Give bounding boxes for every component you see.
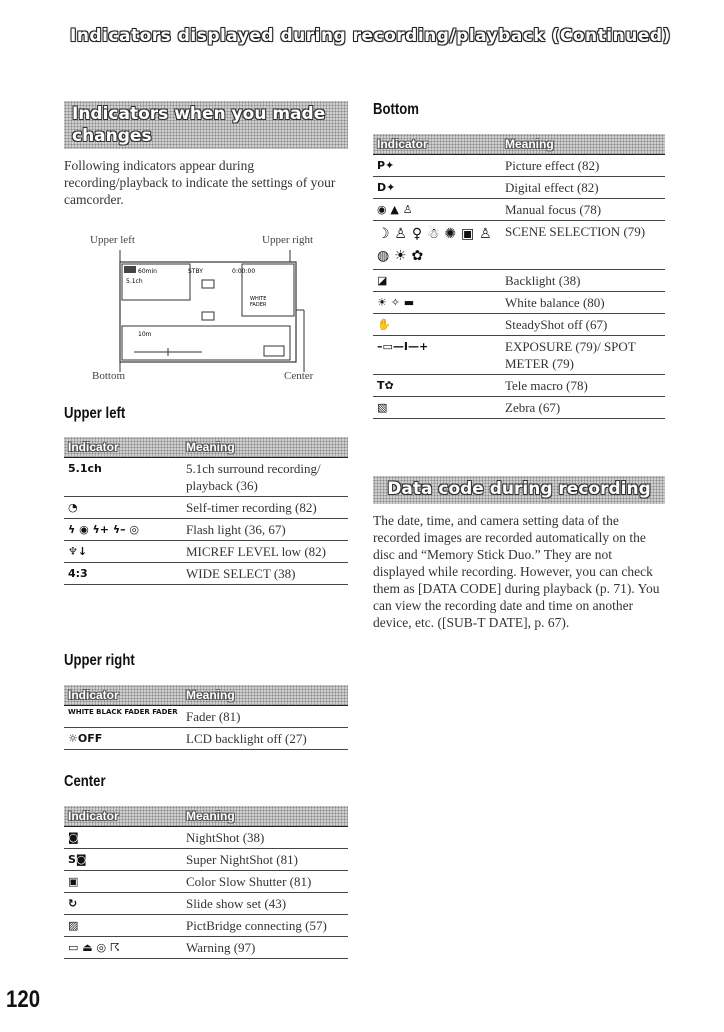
picture-effect-icon: P✦ [373, 155, 501, 177]
white-balance-icon: ☀ ✧ ▬ [373, 292, 501, 314]
meaning-cell: PictBridge connecting (57) [182, 915, 348, 937]
meaning-cell: Flash light (36, 67) [182, 519, 348, 541]
meaning-header: Meaning [182, 437, 348, 458]
zebra-icon: ▧ [373, 397, 501, 419]
table-row [373, 397, 665, 419]
table-row [373, 336, 665, 375]
svg-text:FADER: FADER [250, 302, 267, 308]
svg-text:5.1ch: 5.1ch [126, 278, 143, 285]
table-row [64, 893, 348, 915]
tele-macro-icon: T✿ [373, 375, 501, 397]
meaning-header: Meaning [182, 685, 348, 706]
scene-selection-icon: ☽ ♙ ♀ ☃ ✺ ▣ ♙ ◍ ☀ ✿ [373, 221, 501, 270]
meaning-cell: Digital effect (82) [501, 177, 665, 199]
section-banner-indicators: Indicators when you made changes [64, 101, 348, 149]
table-row [64, 497, 348, 519]
flash-icon: ϟ ◉ ϟ+ ϟ– ◎ [64, 519, 182, 541]
meaning-cell: SteadyShot off (67) [501, 314, 665, 336]
table-row [373, 292, 665, 314]
meaning-cell: Color Slow Shutter (81) [182, 871, 348, 893]
table-row [373, 221, 665, 270]
warning-icon: ▭ ⏏ ◎ ☈ [64, 937, 182, 959]
meaning-header: Meaning [501, 134, 665, 155]
table-row [373, 177, 665, 199]
table-row [64, 915, 348, 937]
surround-icon: 5.1ch [64, 458, 182, 497]
meaning-cell: Self-timer recording (82) [182, 497, 348, 519]
page-number: 120 [6, 986, 41, 1013]
screen-diagram [90, 234, 340, 384]
table-row [64, 563, 348, 585]
meaning-cell: Tele macro (78) [501, 375, 665, 397]
meaning-cell: Warning (97) [182, 937, 348, 959]
backlight-icon: ◪ [373, 270, 501, 292]
fader-icon: WHITE BLACK FADER FADER [64, 706, 182, 728]
table-row [373, 270, 665, 292]
indicator-header: Indicator [64, 437, 182, 458]
table-row [64, 458, 348, 497]
upper-right-table [64, 685, 348, 750]
meaning-cell: Backlight (38) [501, 270, 665, 292]
micref-icon: ♆↓ [64, 541, 182, 563]
meaning-cell: Zebra (67) [501, 397, 665, 419]
table-row [373, 375, 665, 397]
table-row [64, 728, 348, 750]
meaning-cell: Picture effect (82) [501, 155, 665, 177]
wide-select-icon: 4:3 [64, 563, 182, 585]
upper-left-heading: Upper left [64, 405, 126, 422]
nightshot-icon: ◙ [64, 827, 182, 849]
meaning-cell: WIDE SELECT (38) [182, 563, 348, 585]
table-row [373, 155, 665, 177]
diagram-label-upper-left: Upper left [90, 234, 135, 246]
table-row [64, 849, 348, 871]
svg-text:10m: 10m [138, 331, 152, 338]
meaning-cell: SCENE SELECTION (79) [501, 221, 665, 270]
indicator-header: Indicator [64, 685, 182, 706]
self-timer-icon: ◔ [64, 497, 182, 519]
steadyshot-off-icon: ✋ [373, 314, 501, 336]
table-row [64, 706, 348, 728]
meaning-cell: Slide show set (43) [182, 893, 348, 915]
bottom-heading: Bottom [373, 101, 419, 118]
table-row [64, 937, 348, 959]
color-slow-shutter-icon: ▣ [64, 871, 182, 893]
upper-left-table [64, 437, 348, 585]
svg-text:WHITE: WHITE [250, 296, 267, 302]
table-row [373, 199, 665, 221]
upper-right-heading: Upper right [64, 652, 135, 669]
meaning-cell: 5.1ch surround recording/ playback (36) [182, 458, 348, 497]
page-title: Indicators displayed during recording/playback (Continued) [70, 26, 671, 46]
meaning-cell: White balance (80) [501, 292, 665, 314]
svg-text:60min: 60min [138, 268, 157, 275]
indicator-header: Indicator [64, 806, 182, 827]
exposure-icon: –▭—I—+ [373, 336, 501, 375]
lcd-backlight-off-icon: ☼OFF [64, 728, 182, 750]
pictbridge-icon: ▨ [64, 915, 182, 937]
super-nightshot-icon: S◙ [64, 849, 182, 871]
slide-show-icon: ↻ [64, 893, 182, 915]
svg-text:0:00:00: 0:00:00 [232, 268, 256, 275]
lcd-screen-icon [90, 250, 340, 380]
bottom-table [373, 134, 665, 419]
data-code-text: The date, time, and camera setting data of the recorded images are recorded automatically on the disc and “Memory Stick Duo.” They are not displayed while recording. However, you can check them as [DATA CODE] during playback (p. 71). You can view the recording date and time on another device, etc. ([SUB-T DATE], p. 67). [373, 513, 660, 630]
diagram-label-center: Center [284, 370, 314, 382]
center-table [64, 806, 348, 959]
manual-focus-icon: ◉ ▲ ♙ [373, 199, 501, 221]
diagram-label-upper-right: Upper right [262, 234, 314, 246]
section-banner-data-code: Data code during recording [373, 476, 665, 504]
diagram-label-bottom: Bottom [92, 370, 126, 382]
meaning-cell: Fader (81) [182, 706, 348, 728]
intro-text: Following indicators appear during recording/playback to indicate the settings of your camcorder. [64, 158, 336, 207]
meaning-cell: EXPOSURE (79)/ SPOT METER (79) [501, 336, 665, 375]
meaning-cell: Super NightShot (81) [182, 849, 348, 871]
meaning-header: Meaning [182, 806, 348, 827]
meaning-cell: Manual focus (78) [501, 199, 665, 221]
svg-text:STBY: STBY [188, 268, 203, 275]
meaning-cell: NightShot (38) [182, 827, 348, 849]
indicator-header: Indicator [373, 134, 501, 155]
meaning-cell: MICREF LEVEL low (82) [182, 541, 348, 563]
center-heading: Center [64, 773, 106, 790]
table-row [64, 827, 348, 849]
meaning-cell: LCD backlight off (27) [182, 728, 348, 750]
digital-effect-icon: D✦ [373, 177, 501, 199]
table-row [64, 519, 348, 541]
table-row [373, 314, 665, 336]
table-row [64, 541, 348, 563]
table-row [64, 871, 348, 893]
